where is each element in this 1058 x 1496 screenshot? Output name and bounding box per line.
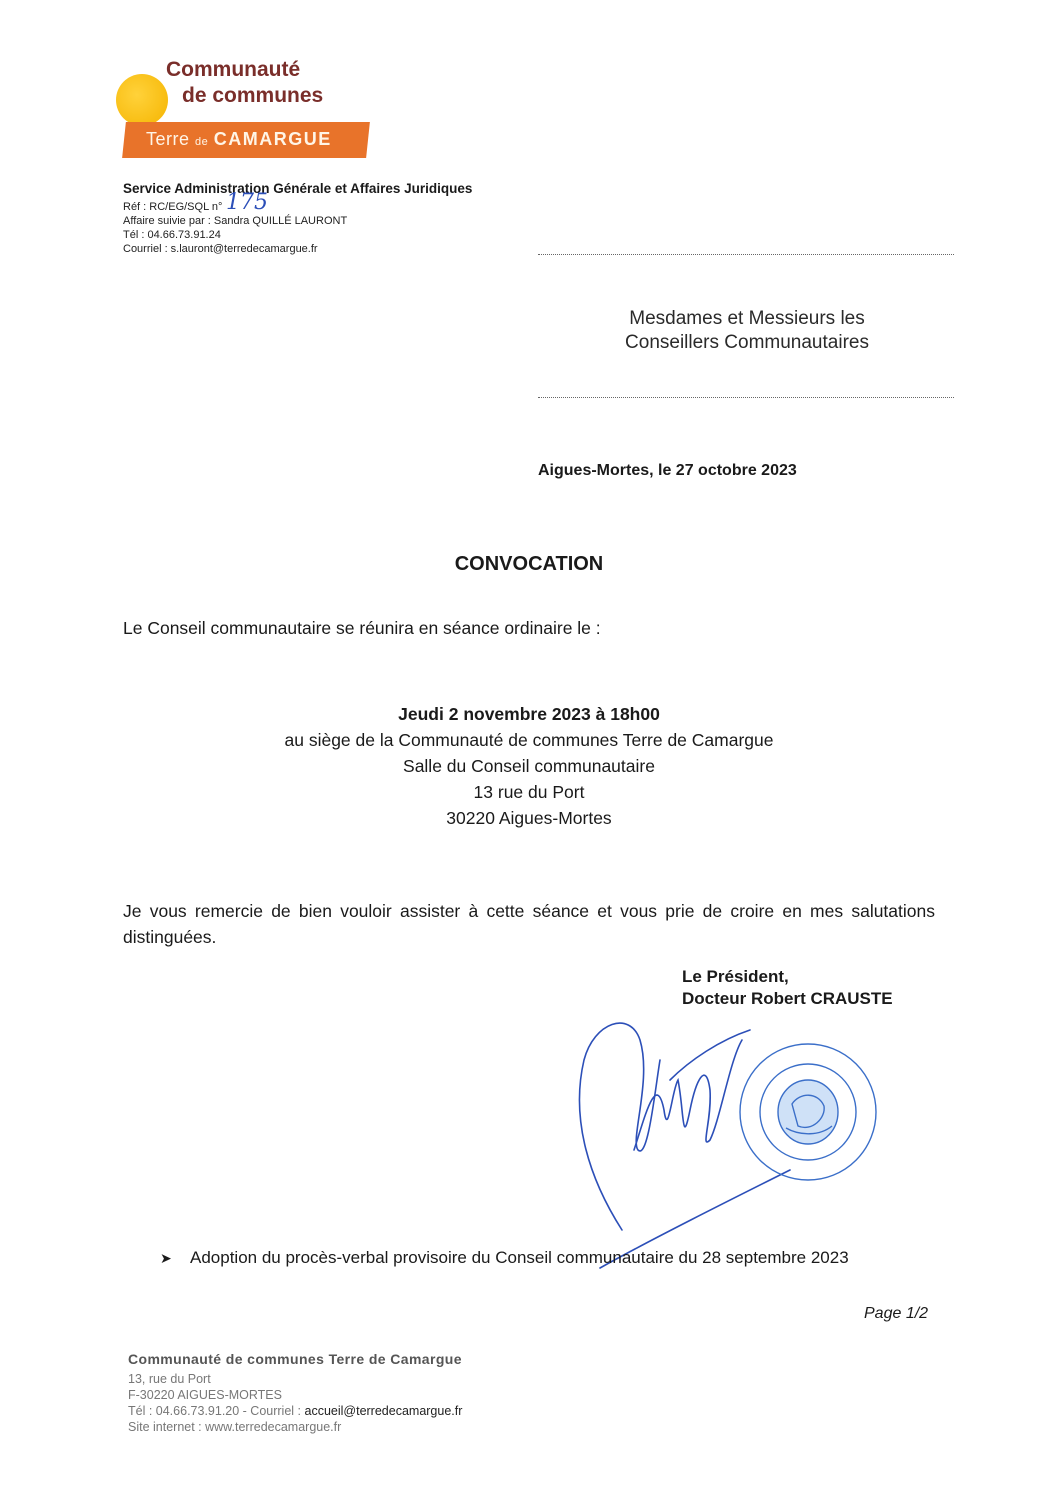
meeting-place: au siège de la Communauté de communes Terre de Camargue <box>284 730 774 750</box>
sun-logo-icon <box>116 74 168 126</box>
logo-line-1: Communauté <box>166 58 301 81</box>
footer-contact <box>128 1404 462 1418</box>
closing-text: Je vous remercie de bien vouloir assister à cette séance et vous prie de croire en mes salutations distinguées. <box>123 901 935 947</box>
phone: Tél : 04.66.73.91.24 <box>123 229 221 241</box>
logo-band-text <box>146 129 332 150</box>
footer-email: accueil@terredecamargue.fr <box>304 1404 463 1418</box>
case-handler: Affaire suivie par : Sandra QUILLÉ LAURONT <box>123 215 348 227</box>
reference-number: 175 <box>226 190 268 215</box>
logo-band-camargue: CAMARGUE <box>213 129 332 149</box>
footer-phone: Tél : 04.66.73.91.20 - Courriel : <box>128 1404 302 1418</box>
service-name: Service Administration Générale et Affaires Juridiques <box>123 181 473 196</box>
dotted-divider-bottom <box>538 397 954 398</box>
recipient-line-2: Conseillers Communautaires <box>625 332 869 353</box>
signature-stamp-icon <box>560 1000 900 1280</box>
footer-website: Site internet : www.terredecamargue.fr <box>128 1420 342 1434</box>
recipient-block <box>540 307 954 355</box>
recipient-line-1: Mesdames et Messieurs les <box>629 308 865 329</box>
footer-city: F-30220 AIGUES-MORTES <box>128 1388 282 1402</box>
arrow-bullet-icon: ➤ <box>160 1250 172 1266</box>
meeting-date: Jeudi 2 novembre 2023 à 18h00 <box>398 704 660 724</box>
email: Courriel : s.lauront@terredecamargue.fr <box>123 243 318 255</box>
letter-date: Aigues-Mortes, le 27 octobre 2023 <box>538 462 797 479</box>
signatory-name: Docteur Robert CRAUSTE <box>682 989 893 1008</box>
footer-street: 13, rue du Port <box>128 1372 211 1386</box>
logo-band-de: de <box>195 136 209 148</box>
meeting-city: 30220 Aigues-Mortes <box>446 808 612 828</box>
meeting-room: Salle du Conseil communautaire <box>403 756 655 776</box>
signatory-role: Le Président, <box>682 967 789 986</box>
intro-text: Le Conseil communautaire se réunira en séance ordinaire le : <box>123 618 601 638</box>
page-number: Page 1/2 <box>864 1305 929 1322</box>
document-title: CONVOCATION <box>454 553 604 575</box>
agenda-item <box>160 1248 849 1268</box>
agenda-item-text: Adoption du procès-verbal provisoire du Conseil communautaire du 28 septembre 2023 <box>190 1248 849 1267</box>
logo-band-terre: Terre <box>146 129 190 149</box>
organization-logo <box>112 56 382 166</box>
reference: Réf : RC/EG/SQL n° <box>123 201 223 213</box>
footer-organization: Communauté de communes Terre de Camargue <box>128 1351 462 1367</box>
logo-line-2: de communes <box>182 84 324 107</box>
dotted-divider-top <box>538 254 954 255</box>
meeting-street: 13 rue du Port <box>473 782 585 802</box>
